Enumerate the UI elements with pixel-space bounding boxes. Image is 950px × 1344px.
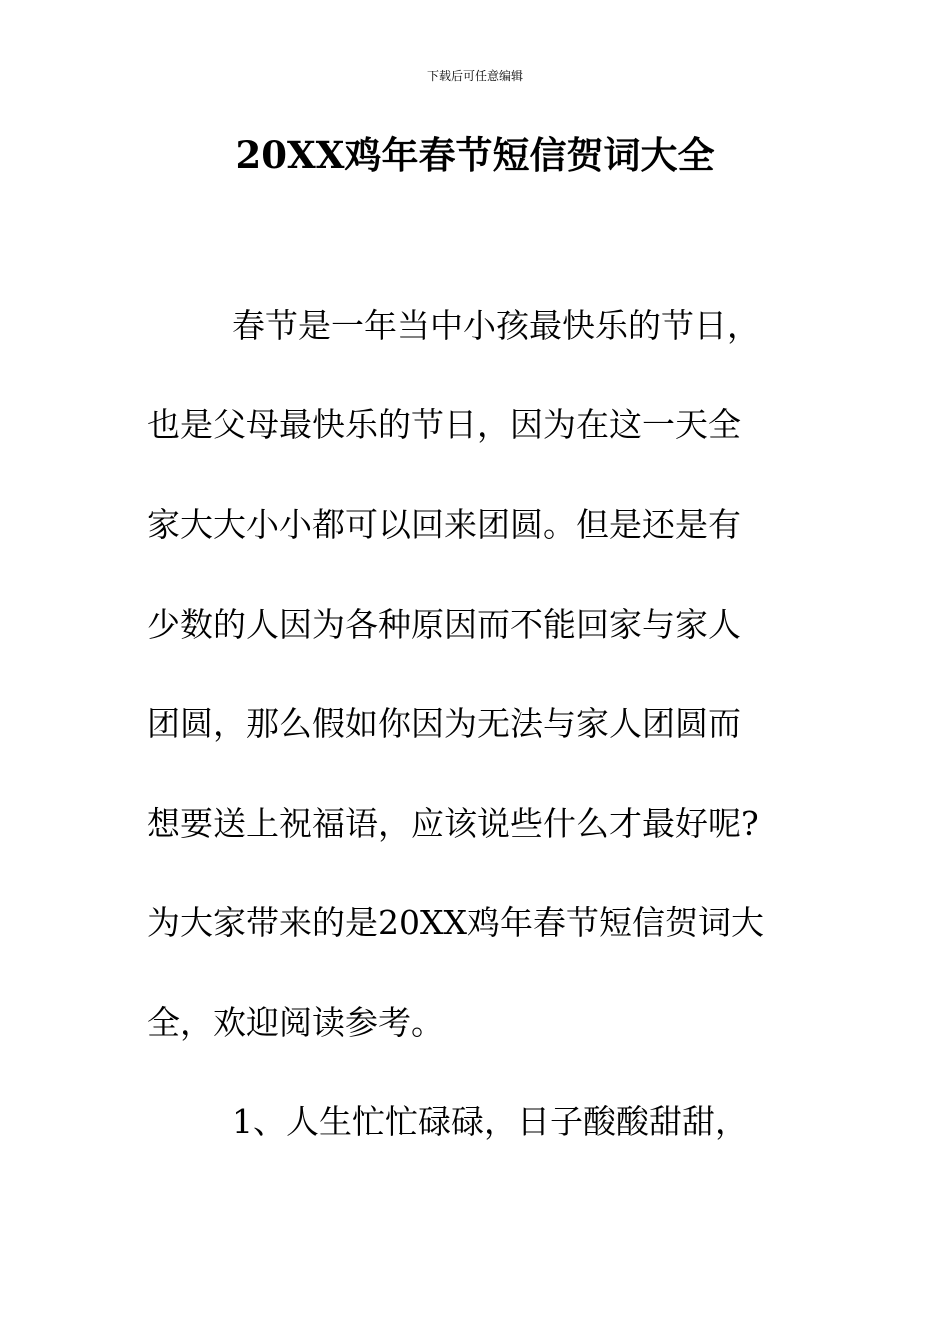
paragraph-line-5: 团圆，那么假如你因为无法与家人团圆而 bbox=[147, 704, 741, 743]
header-note: 下载后可任意编辑 bbox=[426, 69, 523, 83]
paragraph-line-7: 为大家带来的是20XX鸡年春节短信贺词大 bbox=[147, 903, 764, 942]
paragraph-line-8: 全，欢迎阅读参考。 bbox=[147, 1003, 444, 1042]
paragraph-line-3: 家大大小小都可以回来团圆。但是还是有 bbox=[147, 505, 741, 544]
paragraph-line-6: 想要送上祝福语，应该说些什么才最好呢? bbox=[147, 804, 759, 843]
paragraph-line-4: 少数的人因为各种原因而不能回家与家人 bbox=[147, 605, 741, 644]
list-item-1-line: 1、人生忙忙碌碌，日子酸酸甜甜， bbox=[232, 1102, 748, 1141]
paragraph-line-1: 春节是一年当中小孩最快乐的节日， bbox=[232, 306, 760, 345]
paragraph-line-2: 也是父母最快乐的节日，因为在这一天全 bbox=[147, 405, 741, 444]
document-title: 20XX鸡年春节短信贺词大全 bbox=[235, 133, 715, 177]
